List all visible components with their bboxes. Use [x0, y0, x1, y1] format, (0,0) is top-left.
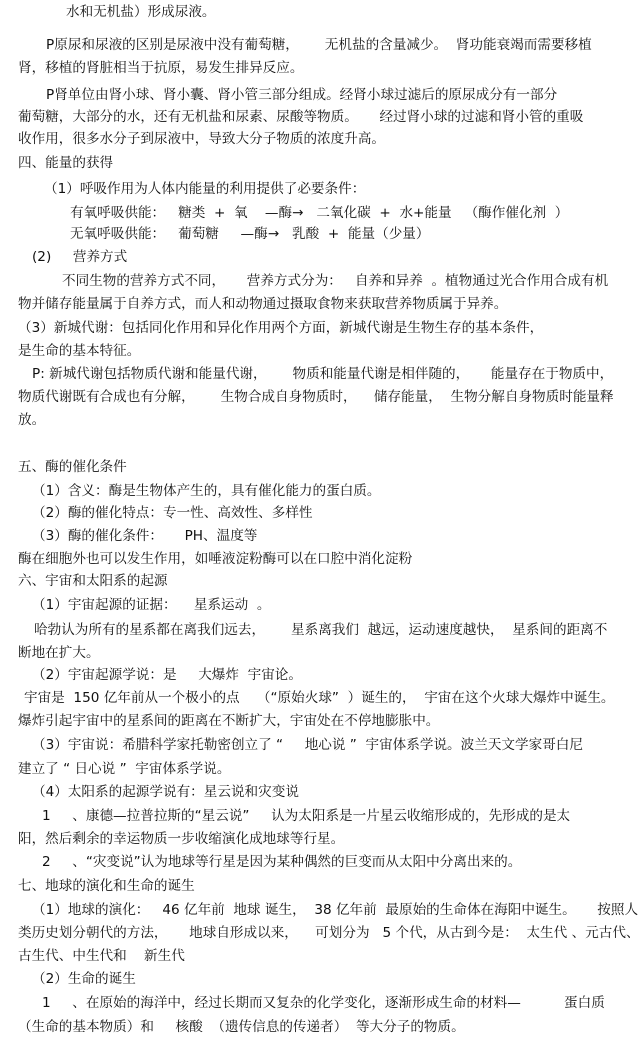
text-line-content: （1）宇宙起源的证据： 星系运动 。 [32, 597, 271, 613]
text-line-content: 建立了 “ 日心说 ” 宇宙体系学说。 [18, 761, 231, 777]
text-line-content: 六、宇宙和太阳系的起源 [18, 573, 168, 589]
text-line [0, 0, 640, 24]
text-line [0, 641, 640, 665]
text-line-content: P: 新城代谢包括物质代谢和能量代谢， 物质和能量代谢是相伴随的， 能量存在于物质中， [32, 366, 614, 382]
text-line [0, 663, 640, 687]
text-line-content: 2 、“灾变说”认为地球等行星是因为某种偶然的巨变而从太阳中分离出来的。 [42, 854, 522, 870]
text-line-content: 五、酶的催化条件 [18, 459, 127, 475]
text-line [0, 177, 640, 201]
text-line [0, 269, 640, 293]
text-line [0, 524, 640, 548]
text-line-content: 断地在扩大。 [18, 645, 100, 661]
text-line-content: 葡萄糖，大部分的水，还有无机盐和尿素、尿酸等物质。 经过肾小球的过滤和肾小管的重吸 [18, 109, 584, 125]
text-line-content: P原尿和尿液的区别是尿液中没有葡萄糖， 无机盐的含量减少。 肾功能衰竭而需要移植 [46, 37, 592, 53]
text-line-content: 收作用，很多水分子到尿液中，导致大分子物质的浓度升高。 [18, 131, 386, 147]
text-line-content: （3）宇宙说：希腊科学家托勒密创立了 “ 地心说 ” 宇宙体系学说。波兰天文学家哥白尼 [32, 737, 583, 753]
text-line-content: 哈勃认为所有的星系都在离我们远去， 星系离我们 越远，运动速度越快， 星系间的距离不 [34, 622, 608, 638]
text-line [0, 362, 640, 386]
text-line-content: 阳，然后剩余的幸运物质一步收缩演化成地球等行星。 [18, 831, 345, 847]
text-line-content: 物质代谢既有合成也有分解， 生物合成自身物质时， 储存能量， 生物分解自身物质时能量释 [18, 389, 614, 405]
text-line-content: P肾单位由肾小球、肾小囊、肾小管三部分组成。经肾小球过滤后的原尿成分有一部分 [46, 87, 558, 103]
text-line [0, 709, 640, 733]
text-line-content: 有氧呼吸供能： 糖类 + 氧 —酶→ 二氧化碳 + 水+能量 （酶作催化剂 ） [70, 205, 569, 221]
text-line [0, 921, 640, 945]
text-line [0, 967, 640, 991]
text-line-content: （2）生命的诞生 [32, 971, 136, 987]
text-line [0, 339, 640, 363]
text-line [0, 479, 640, 503]
text-line [0, 316, 640, 340]
text-line [0, 757, 640, 781]
text-line-content: 无氧呼吸供能： 葡萄糖 —酶→ 乳酸 + 能量（少量） [70, 226, 430, 242]
text-line-content: （1）含义：酶是生物体产生的，具有催化能力的蛋白质。 [32, 483, 381, 499]
text-line-content: （2）宇宙起源学说：是 大爆炸 宇宙论。 [32, 667, 302, 683]
text-line [0, 874, 640, 898]
text-line [0, 292, 640, 316]
text-line-content: 是生命的基本特征。 [18, 343, 141, 359]
text-line-content: （生命的基本物质）和 核酸 （遗传信息的传递者） 等大分子的物质。 [18, 1019, 465, 1035]
text-line [0, 455, 640, 479]
text-line [0, 827, 640, 851]
text-line [0, 780, 640, 804]
text-line [0, 850, 640, 874]
text-line-content: （3）新城代谢：包括同化作用和异化作用两个方面，新城代谢是生物生存的基本条件， [18, 320, 544, 336]
text-line [0, 105, 640, 129]
text-line-content: 古生代、中生代和 新生代 [18, 948, 185, 964]
text-line-content: 四、能量的获得 [18, 155, 114, 171]
text-line [0, 127, 640, 151]
text-line-content: （3）酶的催化条件： PH、温度等 [32, 528, 258, 544]
text-line-content: (2) 营养方式 [32, 249, 128, 265]
text-line-content: 物并储存能量属于自养方式，而人和动物通过摄取食物来获取营养物质属于异养。 [18, 296, 508, 312]
text-line-content: （1）呼吸作用为人体内能量的利用提供了必要条件： [44, 181, 366, 197]
text-line [0, 618, 640, 642]
text-line [0, 686, 640, 710]
text-line [0, 222, 640, 246]
text-line-content: （4）太阳系的起源学说有：星云说和灾变说 [32, 784, 299, 800]
text-line-content: 肾，移植的肾脏相当于抗原，易发生排异反应。 [18, 60, 304, 76]
text-line [0, 385, 640, 409]
text-line [0, 593, 640, 617]
text-line [0, 1015, 640, 1039]
text-line-content: 放。 [18, 412, 46, 428]
text-line [0, 991, 640, 1015]
text-line [0, 898, 640, 922]
text-line-content: 类历史划分朝代的方法， 地球自形成以来， 可划分为 5 个代，从古到今是： 太生代 、元古代、 [18, 925, 640, 941]
text-line [0, 733, 640, 757]
text-line-content: 爆炸引起宇宙中的星系间的距离在不断扩大，宇宙处在不停地膨胀中。 [18, 713, 440, 729]
text-line-content: 七、地球的演化和生命的诞生 [18, 878, 195, 894]
text-line [0, 83, 640, 107]
text-line-content: 不同生物的营养方式不同， 营养方式分为： 自养和异养 。植物通过光合作用合成有机 [62, 273, 609, 289]
text-line-content: 1 、康德—拉普拉斯的“星云说” 认为太阳系是一片星云收缩形成的，先形成的是太 [42, 808, 571, 824]
text-line [0, 33, 640, 57]
text-line [0, 569, 640, 593]
text-line [0, 804, 640, 828]
text-line-content: 水和无机盐）形成尿液。 [66, 4, 216, 20]
text-line-content: 1 、在原始的海洋中，经过长期而又复杂的化学变化，逐渐形成生命的材料— 蛋白质 [42, 995, 605, 1011]
text-line [0, 501, 640, 525]
text-line [0, 547, 640, 571]
text-line [0, 408, 640, 432]
text-line [0, 56, 640, 80]
text-line-content: （2）酶的催化特点：专一性、高效性、多样性 [32, 505, 313, 521]
text-line-content: 宇宙是 150 亿年前从一个极小的点 （“原始火球” ）诞生的， 宇宙在这个火球大爆炸中诞生。 [24, 690, 615, 706]
text-line [0, 151, 640, 175]
text-line-content: 酶在细胞外也可以发生作用，如唾液淀粉酶可以在口腔中消化淀粉 [18, 551, 413, 567]
text-line-content: （1）地球的演化： 46 亿年前 地球 诞生， 38 亿年前 最原始的生命体在海阳中诞生。 按照人 [32, 902, 639, 918]
text-line [0, 245, 640, 269]
text-line [0, 944, 640, 968]
